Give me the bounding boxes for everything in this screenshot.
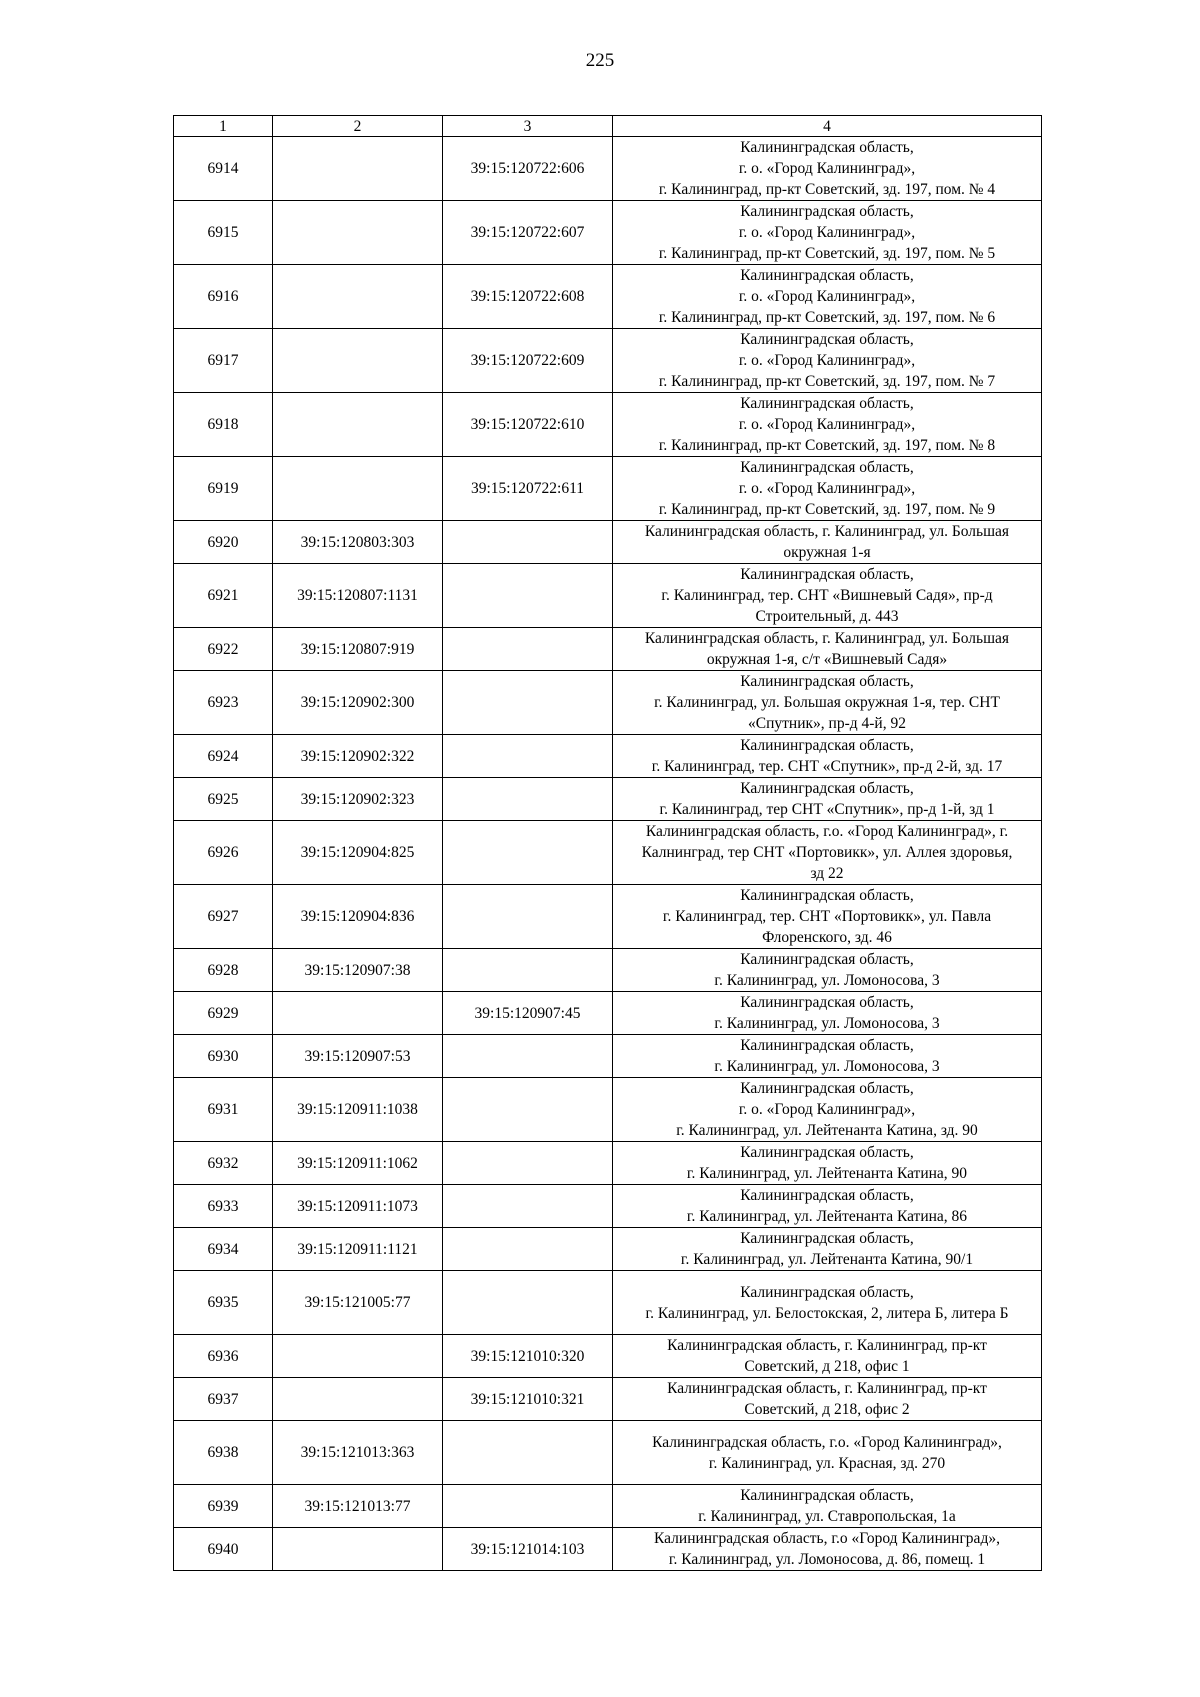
building-cadastral-number: [443, 1421, 613, 1485]
table-row: [174, 1335, 1042, 1378]
table-row: [174, 521, 1042, 564]
table-row: [174, 1485, 1042, 1528]
table-row: [174, 1035, 1042, 1078]
address: Калининградская область, г. о. «Город Калининград», г. Калининград, пр-кт Советский, зд. 197, пом. № 5: [613, 201, 1042, 265]
row-number: 6932: [174, 1142, 273, 1185]
building-cadastral-number: [443, 1271, 613, 1335]
header-cell-4: 4: [613, 116, 1042, 137]
land-cadastral-number: [273, 393, 443, 457]
building-cadastral-number: 39:15:120722:610: [443, 393, 613, 457]
building-cadastral-number: [443, 671, 613, 735]
building-cadastral-number: [443, 1078, 613, 1142]
table-row: [174, 1271, 1042, 1335]
address: Калининградская область, г. Калининград, ул. Большая окружная 1-я, с/т «Вишневый Садя»: [613, 628, 1042, 671]
table-row: [174, 1421, 1042, 1485]
land-cadastral-number: 39:15:121005:77: [273, 1271, 443, 1335]
row-number: 6917: [174, 329, 273, 393]
table-row: [174, 1228, 1042, 1271]
building-cadastral-number: [443, 778, 613, 821]
building-cadastral-number: [443, 628, 613, 671]
table-row: [174, 1078, 1042, 1142]
address: Калининградская область, г. Калининград, пр-кт Советский, д 218, офис 1: [613, 1335, 1042, 1378]
land-cadastral-number: 39:15:120904:825: [273, 821, 443, 885]
row-number: 6926: [174, 821, 273, 885]
land-cadastral-number: 39:15:120902:322: [273, 735, 443, 778]
address: Калининградская область, г. Калининград, ул. Лейтенанта Катина, 90: [613, 1142, 1042, 1185]
land-cadastral-number: 39:15:120911:1038: [273, 1078, 443, 1142]
address: Калининградская область, г. Калининград, ул. Большая окружная 1-я, тер. СНТ «Спутник», пр-д 4-й, 92: [613, 671, 1042, 735]
row-number: 6924: [174, 735, 273, 778]
building-cadastral-number: [443, 821, 613, 885]
table-row: [174, 1528, 1042, 1571]
land-cadastral-number: 39:15:120911:1073: [273, 1185, 443, 1228]
land-cadastral-number: 39:15:121013:363: [273, 1421, 443, 1485]
building-cadastral-number: 39:15:120722:611: [443, 457, 613, 521]
table-body: [174, 137, 1042, 1571]
building-cadastral-number: 39:15:121014:103: [443, 1528, 613, 1571]
address: Калининградская область, г. о. «Город Калининград», г. Калининград, пр-кт Советский, зд. 197, пом. № 4: [613, 137, 1042, 201]
address: Калининградская область, г.о «Город Калининград», г. Калининград, ул. Ломоносова, д. 86, помещ. 1: [613, 1528, 1042, 1571]
table-row: [174, 137, 1042, 201]
table-row: [174, 1378, 1042, 1421]
land-cadastral-number: 39:15:120911:1062: [273, 1142, 443, 1185]
table-row: [174, 329, 1042, 393]
address: Калининградская область, г. Калининград, ул. Лейтенанта Катина, 90/1: [613, 1228, 1042, 1271]
row-number: 6922: [174, 628, 273, 671]
table-row: [174, 992, 1042, 1035]
row-number: 6933: [174, 1185, 273, 1228]
header-cell-3: 3: [443, 116, 613, 137]
row-number: 6940: [174, 1528, 273, 1571]
land-cadastral-number: 39:15:121013:77: [273, 1485, 443, 1528]
address: Калининградская область, г. Калининград, ул. Большая окружная 1-я: [613, 521, 1042, 564]
table-row: [174, 1142, 1042, 1185]
row-number: 6935: [174, 1271, 273, 1335]
row-number: 6925: [174, 778, 273, 821]
building-cadastral-number: 39:15:120722:608: [443, 265, 613, 329]
address: Калининградская область, г. Калининград, ул. Лейтенанта Катина, 86: [613, 1185, 1042, 1228]
land-cadastral-number: [273, 1528, 443, 1571]
row-number: 6920: [174, 521, 273, 564]
table-row: [174, 778, 1042, 821]
land-cadastral-number: 39:15:120902:300: [273, 671, 443, 735]
row-number: 6927: [174, 885, 273, 949]
building-cadastral-number: [443, 735, 613, 778]
land-cadastral-number: 39:15:120907:53: [273, 1035, 443, 1078]
building-cadastral-number: 39:15:120722:606: [443, 137, 613, 201]
address: Калининградская область, г. Калининград, тер. СНТ «Спутник», пр-д 2-й, зд. 17: [613, 735, 1042, 778]
building-cadastral-number: 39:15:121010:320: [443, 1335, 613, 1378]
table-row: [174, 628, 1042, 671]
address: Калининградская область, г. о. «Город Калининград», г. Калининград, пр-кт Советский, зд. 197, пом. № 9: [613, 457, 1042, 521]
building-cadastral-number: [443, 564, 613, 628]
land-cadastral-number: 39:15:120902:323: [273, 778, 443, 821]
row-number: 6928: [174, 949, 273, 992]
page-number: 225: [585, 50, 615, 71]
building-cadastral-number: 39:15:120722:607: [443, 201, 613, 265]
land-cadastral-number: 39:15:120807:1131: [273, 564, 443, 628]
building-cadastral-number: [443, 1142, 613, 1185]
row-number: 6921: [174, 564, 273, 628]
table-row: [174, 671, 1042, 735]
table-row: [174, 393, 1042, 457]
land-cadastral-number: [273, 201, 443, 265]
row-number: 6916: [174, 265, 273, 329]
row-number: 6915: [174, 201, 273, 265]
address: Калининградская область, г.о. «Город Калининград», г. Калнинград, тер СНТ «Портовикк», ул. Аллея здоровья, зд 22: [613, 821, 1042, 885]
row-number: 6938: [174, 1421, 273, 1485]
building-cadastral-number: 39:15:120907:45: [443, 992, 613, 1035]
header-cell-1: 1: [174, 116, 273, 137]
row-number: 6939: [174, 1485, 273, 1528]
address: Калининградская область, г. Калининград, ул. Ломоносова, 3: [613, 992, 1042, 1035]
row-number: 6937: [174, 1378, 273, 1421]
building-cadastral-number: 39:15:121010:321: [443, 1378, 613, 1421]
header-cell-2: 2: [273, 116, 443, 137]
address: Калининградская область, г. Калининград, пр-кт Советский, д 218, офис 2: [613, 1378, 1042, 1421]
land-cadastral-number: [273, 137, 443, 201]
table-row: [174, 735, 1042, 778]
land-cadastral-number: [273, 457, 443, 521]
table-row: [174, 201, 1042, 265]
address: Калининградская область, г. Калининград, тер. СНТ «Портовикк», ул. Павла Флоренского, зд. 46: [613, 885, 1042, 949]
header-row: [174, 116, 1042, 137]
building-cadastral-number: [443, 1485, 613, 1528]
address: Калининградская область, г. Калининград, тер СНТ «Спутник», пр-д 1-й, зд 1: [613, 778, 1042, 821]
land-cadastral-number: [273, 329, 443, 393]
row-number: 6936: [174, 1335, 273, 1378]
land-cadastral-number: [273, 1335, 443, 1378]
address: Калининградская область, г. Калининград, ул. Белостокская, 2, литера Б, литера Б: [613, 1271, 1042, 1335]
building-cadastral-number: [443, 885, 613, 949]
building-cadastral-number: [443, 1228, 613, 1271]
land-cadastral-number: 39:15:120904:836: [273, 885, 443, 949]
row-number: 6931: [174, 1078, 273, 1142]
land-cadastral-number: 39:15:120911:1121: [273, 1228, 443, 1271]
table-row: [174, 949, 1042, 992]
land-cadastral-number: [273, 1378, 443, 1421]
row-number: 6929: [174, 992, 273, 1035]
row-number: 6914: [174, 137, 273, 201]
building-cadastral-number: [443, 521, 613, 564]
address: Калининградская область, г. Калининград, ул. Ставропольская, 1а: [613, 1485, 1042, 1528]
address: Калининградская область, г. Калининград, ул. Ломоносова, 3: [613, 1035, 1042, 1078]
table-row: [174, 457, 1042, 521]
registry-table: [173, 115, 1042, 1571]
row-number: 6918: [174, 393, 273, 457]
address: Калининградская область, г. Калининград, ул. Ломоносова, 3: [613, 949, 1042, 992]
address: Калининградская область, г. о. «Город Калининград», г. Калининград, ул. Лейтенанта Катина, зд. 90: [613, 1078, 1042, 1142]
row-number: 6930: [174, 1035, 273, 1078]
building-cadastral-number: [443, 949, 613, 992]
address: Калининградская область, г. Калининград, тер. СНТ «Вишневый Садя», пр-д Строительный, д. 443: [613, 564, 1042, 628]
table-row: [174, 1185, 1042, 1228]
address: Калининградская область, г. о. «Город Калининград», г. Калининград, пр-кт Советский, зд. 197, пом. № 6: [613, 265, 1042, 329]
table-row: [174, 885, 1042, 949]
table-row: [174, 265, 1042, 329]
building-cadastral-number: [443, 1035, 613, 1078]
table-row: [174, 564, 1042, 628]
table-row: [174, 821, 1042, 885]
address: Калининградская область, г. о. «Город Калининград», г. Калининград, пр-кт Советский, зд. 197, пом. № 7: [613, 329, 1042, 393]
row-number: 6919: [174, 457, 273, 521]
row-number: 6934: [174, 1228, 273, 1271]
land-cadastral-number: [273, 265, 443, 329]
address: Калининградская область, г.о. «Город Калининград», г. Калининград, ул. Красная, зд. 270: [613, 1421, 1042, 1485]
building-cadastral-number: [443, 1185, 613, 1228]
land-cadastral-number: 39:15:120807:919: [273, 628, 443, 671]
land-cadastral-number: [273, 992, 443, 1035]
address: Калининградская область, г. о. «Город Калининград», г. Калининград, пр-кт Советский, зд. 197, пом. № 8: [613, 393, 1042, 457]
row-number: 6923: [174, 671, 273, 735]
land-cadastral-number: 39:15:120907:38: [273, 949, 443, 992]
building-cadastral-number: 39:15:120722:609: [443, 329, 613, 393]
land-cadastral-number: 39:15:120803:303: [273, 521, 443, 564]
